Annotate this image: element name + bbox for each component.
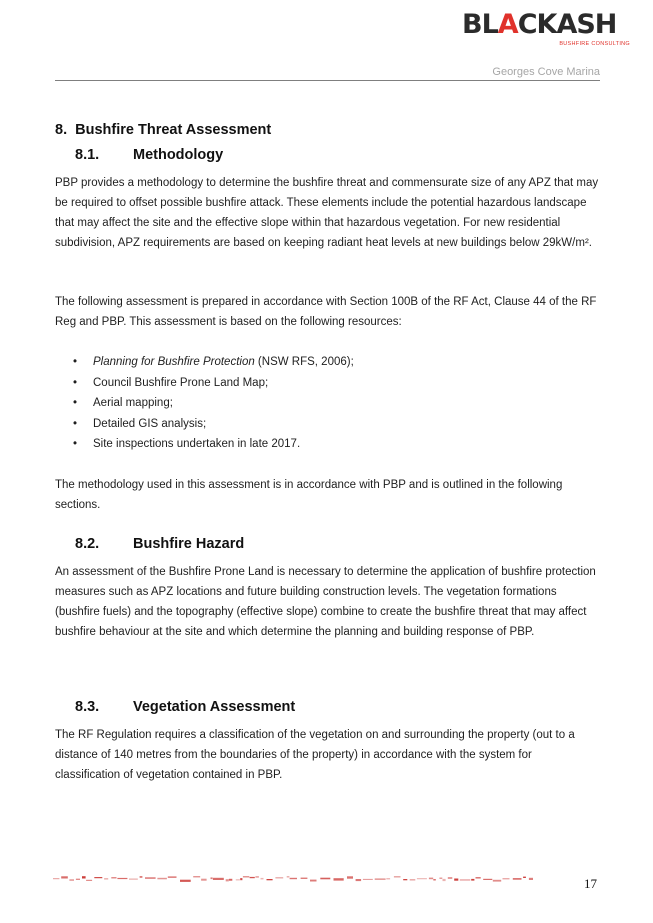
list-item: • Aerial mapping;: [73, 397, 173, 409]
hazard-paragraph: An assessment of the Bushfire Prone Land is necessary to determine the application of bushfire protection measures such as APZ locations and future building construction levels. The vegetation formations (bushfire fuels) and the topography (effective slope) combine to create the bushfire threat that may affect bushfire behaviour at the site and which determine the planning and building response of PBP.: [55, 566, 596, 638]
section-heading: 8. Bushfire Threat Assessment: [55, 122, 272, 138]
footer-decorative-strip: [53, 873, 533, 883]
vegetation-paragraph: The RF Regulation requires a classification of the vegetation on and surrounding the property (out to a distance of 140 metres from the boundaries of the property) in accordance with the system for classification of vegetation contained in PBP.: [55, 729, 575, 781]
page-number: 17: [584, 876, 597, 891]
list-item: • Detailed GIS analysis;: [73, 417, 207, 430]
list-item: • Planning for Bushfire Protection (NSW RFS, 2006);: [73, 356, 354, 368]
list-item: • Site inspections undertaken in late 2017.: [73, 438, 301, 450]
methodology-paragraph-2: The following assessment is prepared in accordance with Section 100B of the RF Act, Clause 44 of the RF Reg and PBP. This assessment is based on the following resources:: [55, 296, 597, 328]
methodology-heading: 8.1. Methodology: [75, 147, 224, 163]
methodology-paragraph-3: The methodology used in this assessment is in accordance with PBP and is outlined in the following sections.: [55, 479, 563, 511]
project-name: Georges Cove Marina: [492, 66, 600, 78]
resources-list: [55, 352, 600, 455]
methodology-paragraph-1: PBP provides a methodology to determine the bushfire threat and commensurate size of any APZ that may be required to offset possible bushfire attack. These elements include the potential hazardous landscape that may affect the site and the effective slope within that hazardous vegetation. For new residential subdivision, APZ requirements are based on keeping radiant heat levels at new buildings below 29kW/m².: [55, 177, 599, 249]
blackash-logo: [462, 10, 634, 46]
list-item: • Council Bushfire Prone Land Map;: [73, 376, 269, 389]
hazard-heading: 8.2. Bushfire Hazard: [75, 536, 245, 552]
logo-wordmark: BLACKASH: [462, 9, 617, 40]
header-divider: [55, 80, 600, 81]
logo-tagline: BUSHFIRE CONSULTING: [559, 41, 630, 47]
vegetation-heading: 8.3. Vegetation Assessment: [75, 699, 296, 715]
